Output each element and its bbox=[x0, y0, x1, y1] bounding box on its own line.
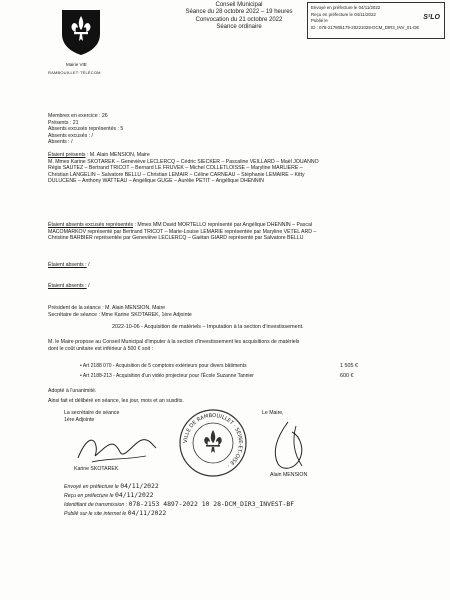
footer-identifier-label: Identifiant de transmission : bbox=[64, 502, 129, 508]
absents-excused-block bbox=[48, 262, 90, 269]
footer-published-date: 04/11/2022 bbox=[127, 509, 167, 517]
adopted-text: Adopté à l'unanimité. bbox=[48, 388, 97, 394]
acquisition-item: • Art 2188-213 - Acquisition d'un vidéo projecteur pour l'École Suzanne Tannier bbox=[80, 373, 254, 379]
absents-value: / bbox=[86, 283, 90, 289]
absents-represented-block bbox=[48, 222, 316, 242]
footer-received-label: Reçu en préfecture le bbox=[64, 493, 116, 499]
absents-represented-line: : Mmes MM David MORTELLO représenté par Angélique DHENNIN – Pascal bbox=[133, 222, 313, 228]
acquisition-label: Art 2188 070 - Acquisition de 5 comptoirs extérieurs pour divers bâtiments bbox=[82, 363, 247, 369]
footer-sent bbox=[64, 482, 159, 490]
prefecture-stamp bbox=[307, 2, 445, 39]
deliberation-title: 2022-10-06 - Acquisition de matériels – Imputation à la section d'investissement. bbox=[112, 324, 304, 330]
stamp-brand: S²LO bbox=[423, 14, 440, 21]
proposal-paragraph bbox=[48, 339, 299, 352]
acquisition-amount: 600 € bbox=[340, 373, 354, 379]
footer-published-label: Publié sur le site internet le bbox=[64, 511, 128, 517]
presents-line: Régis SAUTEZ – Bertrand TRICOT – Bernard LE FRUVEK – Michel COLLETLOISSE – Maryline MARLIERE – bbox=[48, 165, 303, 172]
header-line-2: Séance du 28 octobre 2022 – 19 heures bbox=[185, 9, 293, 16]
proposal-line-1: M. le Maire propose au Conseil Municipal d'imputer à la section d'investissement les acquisitions de matériels bbox=[48, 339, 300, 345]
presents-block bbox=[48, 152, 319, 185]
presents-mayor: : M. Alain MENSION, Maire bbox=[85, 152, 150, 158]
secretary-signature-title: La secrétaire de séance bbox=[64, 410, 120, 416]
officers-block bbox=[48, 305, 192, 318]
mayor-signature-icon bbox=[258, 418, 320, 474]
absents-excused-label: Étaient absents : bbox=[48, 262, 87, 268]
session-secretary: Secrétaire de séance : Mme Karine SKOTAREK, 1ère Adjointe bbox=[48, 311, 192, 318]
logo-city: Mairie VIE bbox=[66, 62, 87, 67]
members-excused-represented: Absents excusés représentés : 5 bbox=[48, 126, 124, 133]
footer-sent-label: Envoyé en préfecture le bbox=[64, 484, 121, 490]
members-in-office: Membres en exercice : 26 bbox=[48, 113, 108, 119]
stamp-published: Publié le bbox=[311, 18, 328, 24]
meeting-header bbox=[180, 2, 298, 32]
acquisition-label: Art 2188-213 - Acquisition d'un vidéo projecteur pour l'École Suzanne Tannier bbox=[82, 373, 254, 379]
attendance-block bbox=[48, 113, 123, 146]
absents-excused-value: / bbox=[86, 262, 90, 268]
members-excused: Absents excusés : / bbox=[48, 132, 93, 139]
footer-published bbox=[64, 509, 166, 517]
stamp-sent: Envoyé en préfecture le 04/11/2022 bbox=[311, 5, 381, 10]
footer-received bbox=[64, 491, 154, 499]
absents-represented-line: Christine BARBIER représentée par Geneviève LECLERCQ – Gaëtan GIARD représenté par Salvatore BELLU bbox=[48, 235, 304, 242]
acquisition-item: • Art 2188 070 - Acquisition de 5 comptoirs extérieurs pour divers bâtiments bbox=[80, 363, 247, 369]
closing-text: Ainsi fait et délibéré en séance, les jour, mois et an susdits. bbox=[48, 398, 184, 404]
presents-line: M. Mmes Karine SKOTAREK – Geneviève LECLERCQ – Cédric SIECKER – Pascaline VEILLARD – Maël JOUANNO bbox=[48, 158, 319, 165]
header-line-4: Séance ordinaire bbox=[216, 24, 262, 31]
absents-represented-label: Étaient absents excusés représentés bbox=[48, 222, 134, 228]
session-president: Président de la séance : M. Alain MENSION, Maire bbox=[48, 305, 166, 311]
secretary-signature-block bbox=[64, 410, 119, 423]
presents-label: Étaient présents bbox=[48, 152, 86, 158]
mayor-name: Alain MENSION bbox=[270, 472, 308, 478]
footer-identifier-value: 078-2153 4897-2022 10 28-DCM_DIR3_INVEST-BF bbox=[128, 500, 295, 508]
proposal-line-2: dont le coût unitaire est inférieur à 500 € soit : bbox=[48, 345, 153, 352]
logo-address: RAMBOUILLET·TÉLÉCOM bbox=[48, 70, 101, 75]
header-line-1: Conseil Municipal bbox=[215, 2, 263, 8]
stamp-received: Reçu en préfecture le 04/11/2022 bbox=[311, 11, 376, 17]
stamp-id: ID : 078-217805179-20221028-DCM_DIR3_INV_01-DE bbox=[311, 24, 420, 30]
absents-label: Étaient absents : bbox=[48, 283, 87, 289]
presents-line: DULUCENE – Anthony WATTEAU – Angélique GUGE – Aurélie PETIT – Angélique DHENNIN bbox=[48, 178, 264, 185]
seal-text: VILLE DE RAMBOUILLET · SEINE-ET-OISE · bbox=[182, 412, 244, 469]
absents-represented-line: MACOMARKOV représenté par Bertrand TRICOT – Marie-Louise LEMARIE représentée par Maryline VETEL ARD – bbox=[48, 228, 317, 235]
city-seal-icon bbox=[178, 408, 248, 478]
footer-sent-date: 04/11/2022 bbox=[120, 482, 159, 490]
city-crest-icon bbox=[60, 8, 102, 56]
presents-line: Christian LANGELIN – Salvatore BELLU – Christian LEMAIR – Céline CARNEAU – Stéphanie LEMAIRE – Kitty bbox=[48, 171, 305, 178]
mayor-signature-title: Le Maire, bbox=[262, 410, 284, 416]
secretary-signature-icon bbox=[72, 430, 162, 468]
members-present: Présents : 21 bbox=[48, 119, 79, 126]
footer-received-date: 04/11/2022 bbox=[115, 491, 154, 499]
secretary-name: Karine SKOTAREK bbox=[74, 466, 119, 472]
footer-identifier bbox=[64, 500, 294, 508]
acquisition-amount: 1 505 € bbox=[340, 363, 358, 369]
header-line-3: Convocation du 21 octobre 2022 bbox=[195, 16, 283, 23]
members-absent: Absents : / bbox=[48, 139, 73, 146]
absents-block bbox=[48, 283, 90, 290]
secretary-signature-role: 1ère Adjointe bbox=[64, 416, 95, 423]
